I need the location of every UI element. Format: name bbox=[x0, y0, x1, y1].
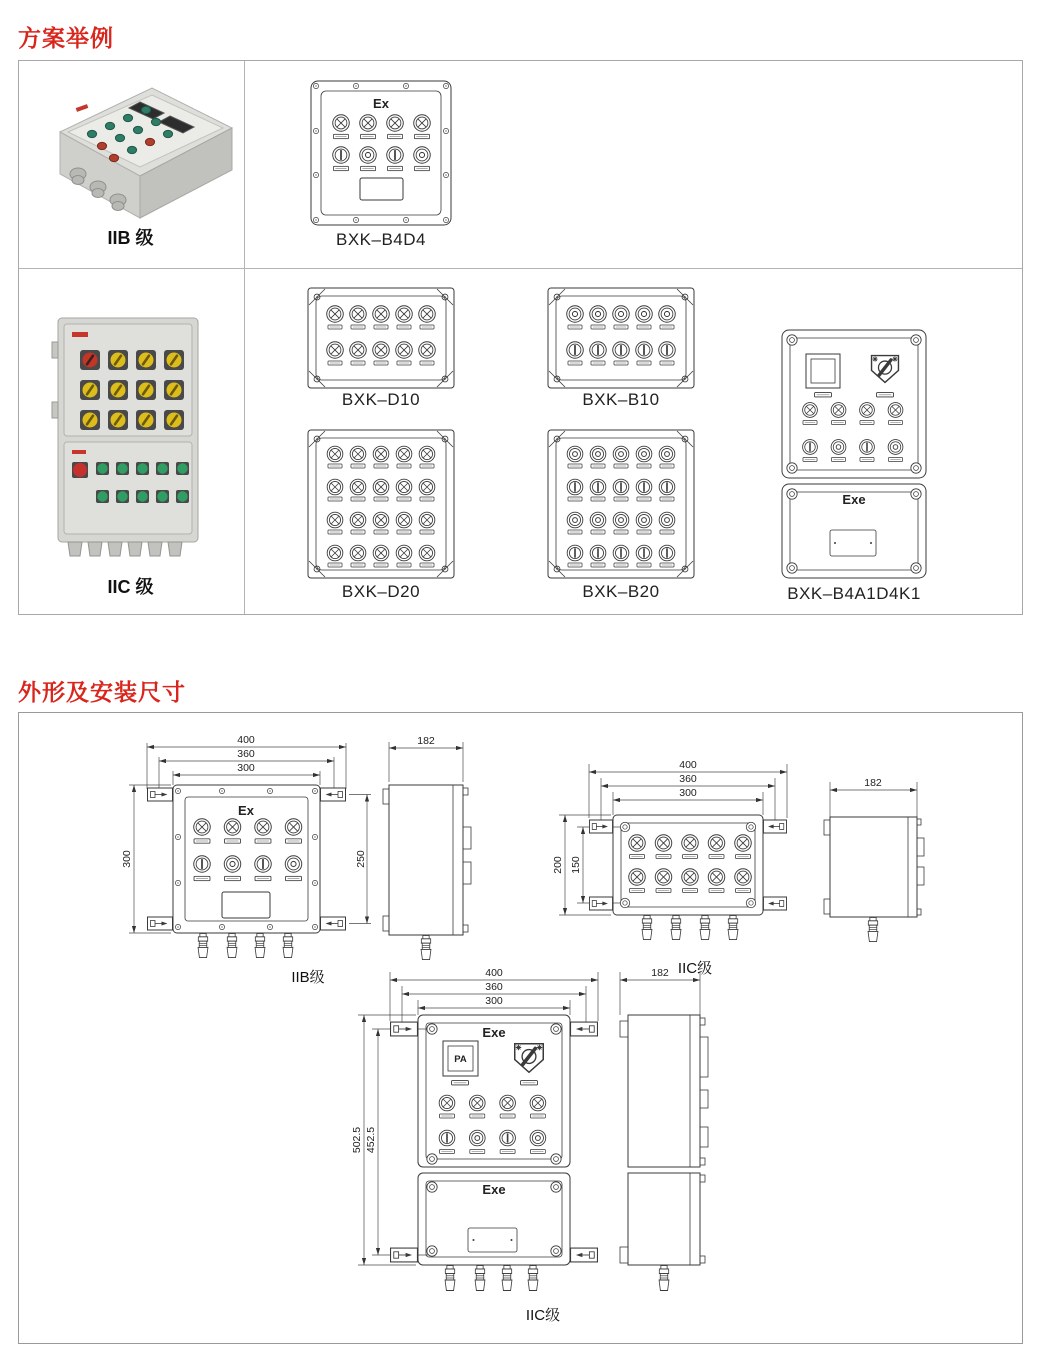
mount-bracket bbox=[763, 820, 786, 833]
ex-marking bbox=[76, 104, 89, 112]
grade-label-iib: IIB 级 bbox=[107, 228, 154, 248]
cable-gland bbox=[659, 1266, 669, 1291]
exe-mark-top: Exe bbox=[482, 1025, 506, 1040]
lid-bolt-tabs bbox=[700, 1018, 708, 1263]
window-cutout bbox=[222, 892, 270, 918]
bxk-b4d4-drawing bbox=[308, 78, 454, 228]
bxk-d20-drawing bbox=[306, 428, 456, 580]
dim-400: 400 bbox=[237, 734, 255, 746]
button-grid bbox=[567, 446, 675, 567]
mount-bracket bbox=[571, 1022, 598, 1036]
lamp-row bbox=[333, 115, 431, 139]
dim-mount-452: 452.5 bbox=[364, 1126, 377, 1154]
cable-glands bbox=[445, 1266, 538, 1291]
lamp-row bbox=[803, 403, 903, 425]
dim-360: 360 bbox=[237, 748, 255, 760]
button-row bbox=[333, 147, 431, 171]
bxk-d10-drawing bbox=[306, 286, 456, 390]
corner-chamfers bbox=[309, 431, 453, 577]
mount-bracket bbox=[589, 897, 612, 910]
section-title-dimensions: 外形及安装尺寸 bbox=[18, 679, 186, 705]
cable-glands bbox=[642, 915, 738, 939]
mount-bracket bbox=[148, 917, 173, 930]
dim-height-200: 200 bbox=[551, 856, 564, 874]
bxk-b20-drawing bbox=[546, 428, 696, 580]
dim-height-300: 300 bbox=[120, 850, 133, 868]
product-photo-iib bbox=[40, 70, 240, 220]
dim-400: 400 bbox=[679, 759, 697, 771]
iib-dim-front-view bbox=[118, 732, 388, 990]
mount-bracket bbox=[391, 1248, 418, 1262]
rotary-switch-icon bbox=[872, 356, 899, 383]
nameplate bbox=[830, 530, 876, 556]
model-label-b10: BXK–B10 bbox=[582, 390, 660, 409]
view-label-iic: IIC级 bbox=[677, 960, 713, 977]
dim-300: 300 bbox=[679, 787, 697, 799]
window-cutout bbox=[360, 178, 403, 200]
cable-gland bbox=[868, 917, 878, 941]
table-row-divider bbox=[19, 268, 1022, 269]
dim-400: 400 bbox=[485, 967, 503, 979]
iic-dim-side-view bbox=[820, 752, 932, 984]
button-row bbox=[194, 856, 302, 881]
lid-bolt-tabs bbox=[463, 788, 471, 932]
view-label-iib: IIB级 bbox=[291, 969, 325, 986]
button-row bbox=[439, 1130, 546, 1153]
dim-360: 360 bbox=[679, 773, 697, 785]
table-column-divider bbox=[244, 61, 245, 614]
grade-label-iic: IIC 级 bbox=[107, 577, 154, 597]
corner-chamfers bbox=[549, 289, 693, 387]
dim-300: 300 bbox=[485, 995, 503, 1007]
nameplate bbox=[468, 1228, 517, 1252]
iic-large-dim-front-view bbox=[350, 963, 610, 1325]
model-label-d10: BXK–D10 bbox=[341, 390, 421, 409]
ex-mark: Ex bbox=[373, 96, 389, 111]
corner-chamfers bbox=[309, 289, 453, 387]
dim-360: 360 bbox=[485, 981, 503, 993]
dim-depth-182: 182 bbox=[651, 967, 669, 979]
rotary-switch-icon bbox=[515, 1044, 544, 1073]
dim-mount-150: 150 bbox=[569, 856, 582, 874]
lid-bolt-tabs bbox=[917, 819, 924, 915]
mount-bracket bbox=[763, 897, 786, 910]
exe-mark: Exe bbox=[842, 492, 866, 507]
view-label-iic-large: IIC级 bbox=[525, 1307, 561, 1324]
mount-bracket bbox=[571, 1248, 598, 1262]
button-grid bbox=[567, 306, 676, 365]
dim-height-502: 502.5 bbox=[350, 1126, 363, 1154]
model-label-d20: BXK–D20 bbox=[341, 582, 421, 601]
product-photo-iic bbox=[50, 312, 205, 557]
model-label-b20: BXK–B20 bbox=[582, 582, 660, 601]
dim-mount-250: 250 bbox=[354, 850, 367, 868]
lamp-row bbox=[194, 819, 302, 843]
mount-bracket bbox=[391, 1022, 418, 1036]
cable-gland bbox=[421, 935, 431, 959]
dim-300: 300 bbox=[237, 762, 255, 774]
dim-depth-182: 182 bbox=[864, 777, 882, 789]
mount-bracket bbox=[148, 788, 173, 801]
cable-glands bbox=[68, 542, 182, 556]
extension-lines bbox=[559, 764, 787, 915]
bxk-b10-drawing bbox=[546, 286, 696, 390]
iib-dim-side-view bbox=[383, 732, 478, 990]
lamp-row bbox=[439, 1095, 546, 1118]
lamp-grid bbox=[327, 446, 435, 567]
lamp-grid bbox=[629, 835, 752, 893]
iic-large-dim-side-view bbox=[610, 963, 722, 1325]
pa-label: PA bbox=[454, 1054, 467, 1065]
cable-glands bbox=[198, 933, 293, 957]
ex-mark: Ex bbox=[238, 803, 254, 818]
dim-depth-182: 182 bbox=[417, 735, 435, 747]
mount-bracket bbox=[321, 788, 346, 801]
bxk-b4a1d4k1-drawing bbox=[780, 328, 928, 580]
button-row bbox=[803, 440, 903, 462]
mount-bracket bbox=[589, 820, 612, 833]
exe-mark-bottom: Exe bbox=[482, 1182, 506, 1197]
mount-bracket bbox=[321, 917, 346, 930]
ex-marking bbox=[72, 450, 86, 454]
section-title-schemes: 方案举例 bbox=[18, 25, 114, 51]
ex-marking bbox=[72, 332, 88, 337]
model-label-b4a1d4k1: BXK–B4A1D4K1 bbox=[787, 584, 921, 603]
model-label-b4d4: BXK–B4D4 bbox=[336, 230, 426, 249]
iic-dim-front-view bbox=[545, 752, 795, 984]
lamp-grid bbox=[327, 306, 436, 365]
